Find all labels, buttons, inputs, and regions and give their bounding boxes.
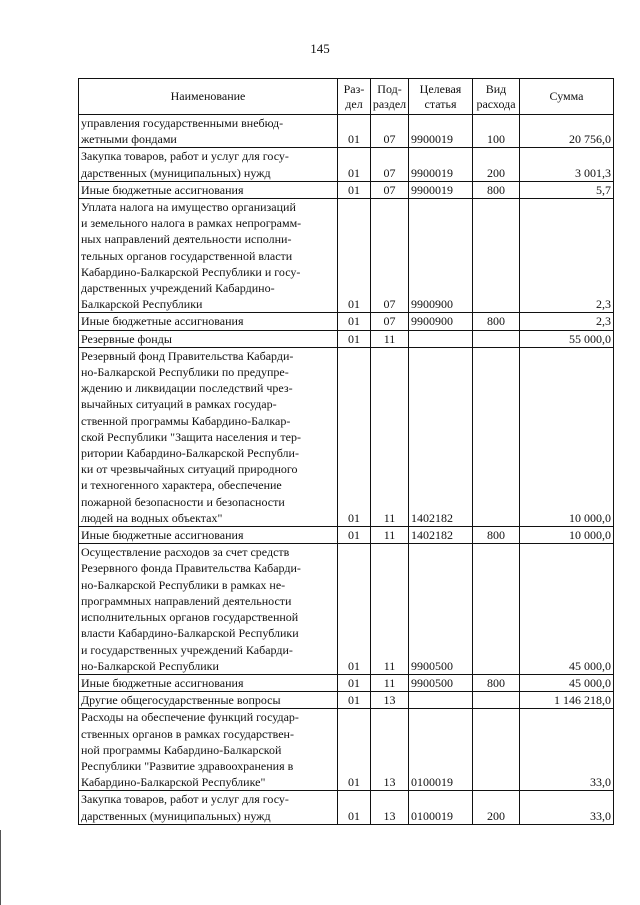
- row-section: 01: [338, 181, 371, 198]
- row-target-article: 0100019: [409, 709, 473, 791]
- row-name-line: дарственных учреждений Кабардино-: [81, 281, 275, 296]
- header-expense-type: Вид расхода: [473, 79, 520, 115]
- table-row: [79, 527, 614, 544]
- row-name-line: Балкарской Республики: [81, 297, 203, 312]
- row-subsection: 07: [371, 181, 409, 198]
- row-expense-type: 800: [473, 313, 520, 330]
- row-target-article: 9900900: [409, 199, 473, 313]
- row-section: 01: [338, 709, 371, 791]
- row-name-line: Уплата налога на имущество организаций: [81, 200, 296, 215]
- row-name-line: но-Балкарской Республики по предупре-: [81, 365, 289, 380]
- row-subsection: 13: [371, 709, 409, 791]
- row-section: 01: [338, 791, 371, 824]
- row-amount: 20 756,0: [520, 115, 614, 148]
- row-subsection: 11: [371, 347, 409, 526]
- row-name-line: исполнительных органов государственной: [81, 610, 299, 625]
- row-subsection: 13: [371, 692, 409, 709]
- row-expense-type: 800: [473, 181, 520, 198]
- row-name-line: ской Республики "Защита населения и тер-: [81, 429, 301, 444]
- row-target-article: 9900019: [409, 115, 473, 148]
- header-amount: Сумма: [520, 79, 614, 115]
- row-expense-type: 100: [473, 115, 520, 148]
- row-name-line: ственной программы Кабардино-Балкар-: [81, 413, 291, 428]
- row-expense-type: [473, 709, 520, 791]
- row-name-line: Иные бюджетные ассигнования: [81, 675, 244, 690]
- row-amount: 1 146 218,0: [520, 692, 614, 709]
- row-name-line: но-Балкарской Республики в рамках не-: [81, 577, 286, 592]
- row-name-line: дарственных (муниципальных) нужд: [81, 165, 271, 180]
- table-row: [79, 709, 614, 791]
- row-name-line: людей на водных объектах": [81, 510, 223, 525]
- table-row: [79, 199, 614, 313]
- row-name-line: Другие общегосударственные вопросы: [81, 693, 281, 708]
- row-name-line: Резервный фонд Правительства Кабарди-: [81, 348, 294, 363]
- row-name-line: ных направлений деятельности исполни-: [81, 232, 292, 247]
- row-name-line: ки от чрезвычайных ситуаций природного: [81, 462, 298, 477]
- row-name-line: ритории Кабардино-Балкарской Республи-: [81, 446, 299, 461]
- row-name: [79, 527, 338, 544]
- row-section: 01: [338, 527, 371, 544]
- table-row: [79, 115, 614, 148]
- row-amount: 33,0: [520, 709, 614, 791]
- row-name: [79, 692, 338, 709]
- row-target-article: 9900500: [409, 674, 473, 691]
- header-name: Наименование: [79, 79, 338, 115]
- table-body: [79, 115, 614, 825]
- row-expense-type: 800: [473, 527, 520, 544]
- row-subsection: 13: [371, 791, 409, 824]
- budget-table: [78, 78, 614, 825]
- row-amount: 33,0: [520, 791, 614, 824]
- row-expense-type: 200: [473, 148, 520, 181]
- table-row: [79, 544, 614, 675]
- row-name-line: дарственных (муниципальных) нужд: [81, 808, 271, 823]
- row-target-article: 9900019: [409, 148, 473, 181]
- row-target-article: 1402182: [409, 527, 473, 544]
- row-name-line: пожарной безопасности и безопасности: [81, 494, 285, 509]
- table-row: [79, 791, 614, 824]
- row-expense-type: [473, 544, 520, 675]
- row-section: 01: [338, 544, 371, 675]
- row-name-line: жетными фондами: [81, 132, 177, 147]
- row-target-article: 9900019: [409, 181, 473, 198]
- row-name-line: Осуществление расходов за счет средств: [81, 545, 290, 560]
- row-subsection: 07: [371, 313, 409, 330]
- table-row: [79, 181, 614, 198]
- row-name-line: власти Кабардино-Балкарской Республики: [81, 626, 299, 641]
- row-name-line: вычайных ситуаций в рамках государ-: [81, 397, 277, 412]
- row-name-line: управления государственными внебюд-: [81, 116, 284, 130]
- row-name-line: Иные бюджетные ассигнования: [81, 314, 244, 329]
- table-row: [79, 330, 614, 347]
- row-expense-type: [473, 347, 520, 526]
- row-amount: 45 000,0: [520, 674, 614, 691]
- table-row: [79, 347, 614, 526]
- row-target-article: 1402182: [409, 347, 473, 526]
- row-amount: 2,3: [520, 199, 614, 313]
- row-amount: 55 000,0: [520, 330, 614, 347]
- row-name-line: ной программы Кабардино-Балкарской: [81, 742, 282, 757]
- row-amount: 5,7: [520, 181, 614, 198]
- row-name-line: Кабардино-Балкарской Республики и госу-: [81, 264, 301, 279]
- row-name: [79, 791, 338, 824]
- table-row: [79, 148, 614, 181]
- row-name: [79, 181, 338, 198]
- row-target-article: [409, 330, 473, 347]
- row-name-line: и техногенного характера, обеспечение: [81, 478, 282, 493]
- row-name-line: Республики "Развитие здравоохранения в: [81, 758, 294, 773]
- row-amount: 10 000,0: [520, 527, 614, 544]
- row-name-line: Закупка товаров, работ и услуг для госу-: [81, 149, 289, 164]
- row-name-line: ственных органов в рамках государствен-: [81, 726, 294, 741]
- row-name: [79, 709, 338, 791]
- table-row: [79, 692, 614, 709]
- row-name-line: Иные бюджетные ассигнования: [81, 182, 244, 197]
- row-amount: 45 000,0: [520, 544, 614, 675]
- row-section: 01: [338, 115, 371, 148]
- row-name: [79, 674, 338, 691]
- row-subsection: 11: [371, 330, 409, 347]
- row-subsection: 11: [371, 674, 409, 691]
- row-name-line: Расходы на обеспечение функций государ-: [81, 710, 299, 725]
- table-header-row: [79, 79, 614, 115]
- row-subsection: 07: [371, 115, 409, 148]
- header-subsection: Под- раздел: [371, 79, 409, 115]
- row-name-line: Резервные фонды: [81, 331, 172, 346]
- row-section: 01: [338, 148, 371, 181]
- row-target-article: 9900500: [409, 544, 473, 675]
- header-section: Раз- дел: [338, 79, 371, 115]
- row-section: 01: [338, 330, 371, 347]
- row-section: 01: [338, 313, 371, 330]
- row-expense-type: [473, 330, 520, 347]
- row-target-article: 0100019: [409, 791, 473, 824]
- row-name-line: и государственных учреждений Кабарди-: [81, 642, 293, 657]
- row-amount: 2,3: [520, 313, 614, 330]
- row-subsection: 07: [371, 148, 409, 181]
- row-expense-type: 800: [473, 674, 520, 691]
- row-section: 01: [338, 674, 371, 691]
- row-name-line: Резервного фонда Правительства Кабарди-: [81, 561, 301, 576]
- row-expense-type: [473, 692, 520, 709]
- row-section: 01: [338, 199, 371, 313]
- page-number: 145: [310, 41, 330, 56]
- row-name-line: Иные бюджетные ассигнования: [81, 528, 244, 543]
- row-name-line: программных направлений деятельности: [81, 593, 292, 608]
- row-name: [79, 199, 338, 313]
- row-name: [79, 347, 338, 526]
- row-amount: 10 000,0: [520, 347, 614, 526]
- scan-edge-line: [0, 830, 1, 905]
- row-subsection: 11: [371, 527, 409, 544]
- row-name-line: но-Балкарской Республики: [81, 658, 219, 673]
- row-name: [79, 330, 338, 347]
- row-section: 01: [338, 347, 371, 526]
- row-name: [79, 148, 338, 181]
- row-name-line: тельных органов государственной власти: [81, 248, 293, 263]
- row-target-article: 9900900: [409, 313, 473, 330]
- row-name-line: Закупка товаров, работ и услуг для госу-: [81, 792, 289, 807]
- row-name: [79, 544, 338, 675]
- row-subsection: 07: [371, 199, 409, 313]
- row-target-article: [409, 692, 473, 709]
- row-expense-type: [473, 199, 520, 313]
- row-name-line: и земельного налога в рамках непрограмм-: [81, 216, 302, 231]
- row-name: [79, 313, 338, 330]
- row-amount: 3 001,3: [520, 148, 614, 181]
- row-name: [79, 115, 338, 148]
- row-subsection: 11: [371, 544, 409, 675]
- row-name-line: Кабардино-Балкарской Республике": [81, 775, 266, 790]
- table-row: [79, 313, 614, 330]
- table-row: [79, 674, 614, 691]
- header-target-article: Целевая статья: [409, 79, 473, 115]
- row-name-line: ждению и ликвидации последствий чрез-: [81, 381, 293, 396]
- row-section: 01: [338, 692, 371, 709]
- row-expense-type: 200: [473, 791, 520, 824]
